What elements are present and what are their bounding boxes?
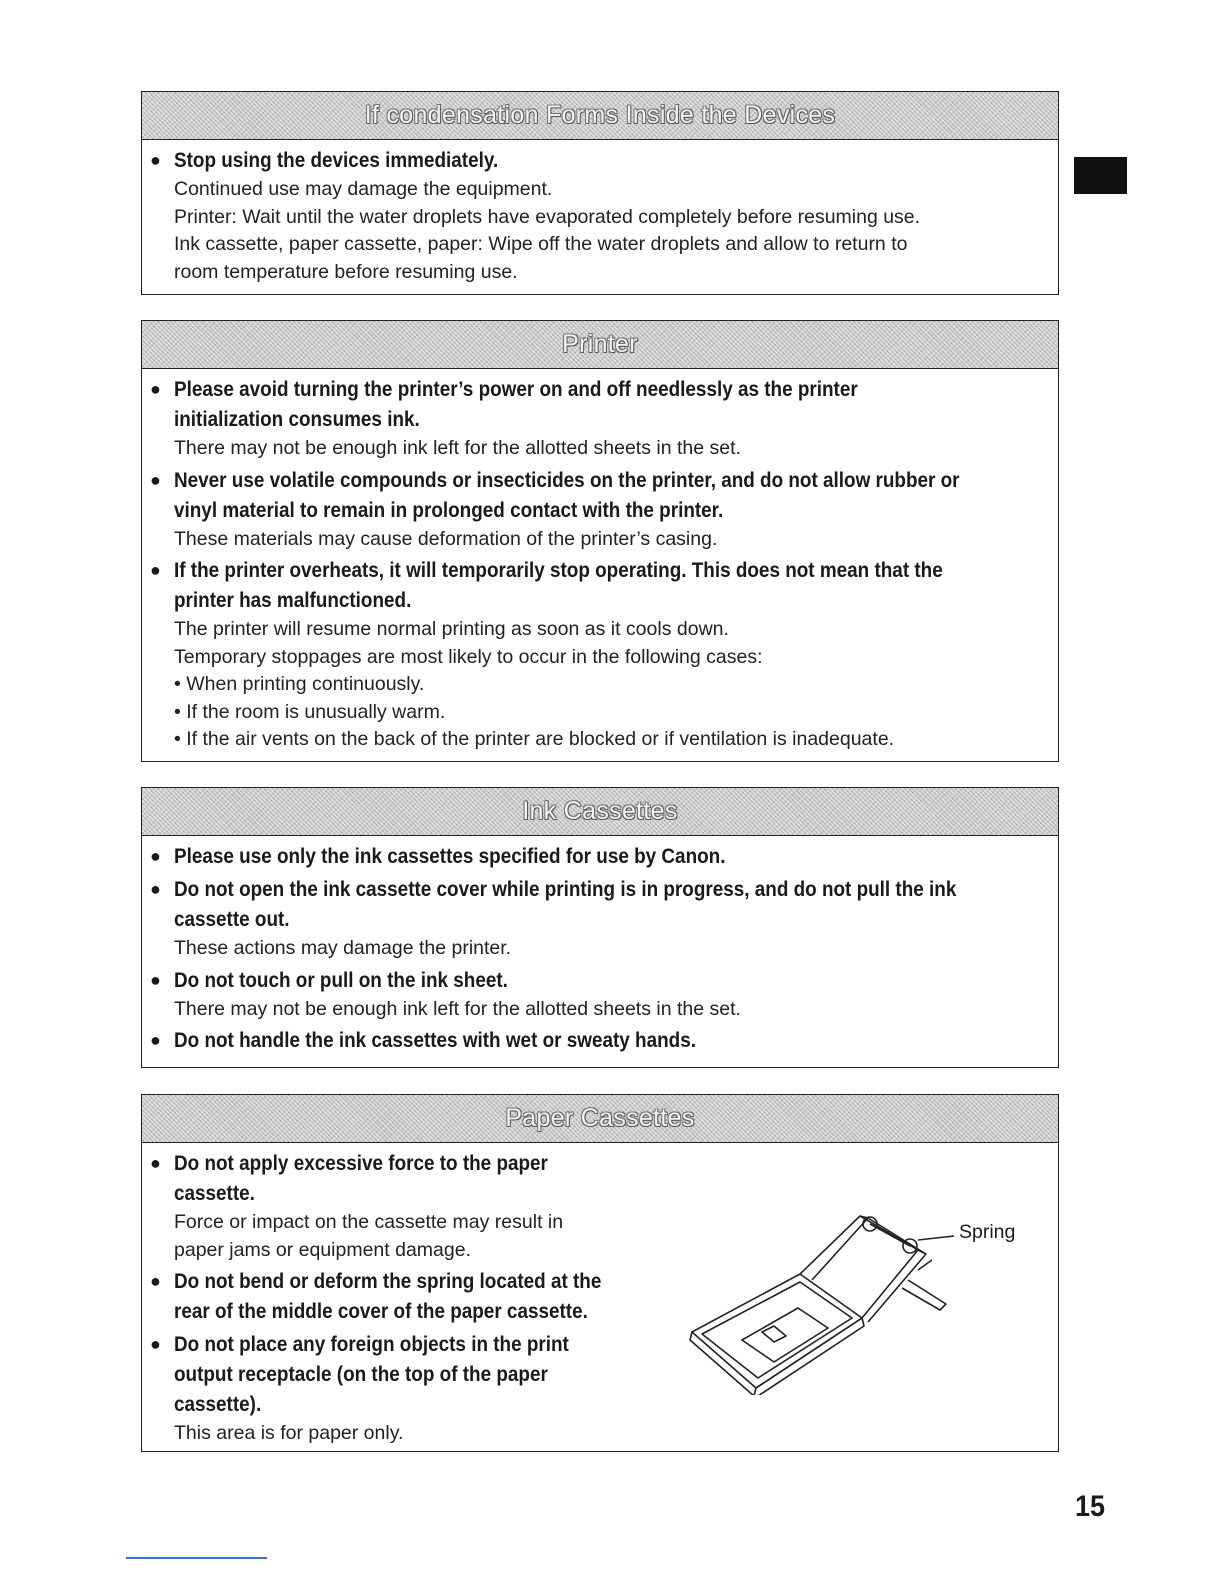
item-text: These materials may cause deformation of the printer’s casing. [174, 527, 718, 550]
bullet-icon: ● [150, 379, 161, 399]
footer-divider [126, 1557, 267, 1559]
item-text: Temporary stoppages are most likely to occur in the following cases: [174, 645, 763, 668]
sub-item: • If the room is unusually warm. [174, 700, 446, 723]
section-title: Paper Cassettes [505, 1104, 695, 1132]
item-text: Force or impact on the cassette may result in [174, 1211, 564, 1233]
tray-inner [702, 1282, 852, 1378]
item-text: Printer: Wait until the water droplets have evaporated completely before resuming use. [174, 205, 921, 228]
item-heading: printer has malfunctioned. [174, 589, 412, 612]
item-heading: Never use volatile compounds or insecticides on the printer, and do not allow rubber or [174, 468, 960, 492]
paper-cassette-illustration [682, 1200, 982, 1395]
spring-label: Spring [959, 1221, 1016, 1243]
item-heading: Do not apply excessive force to the paper [174, 1152, 548, 1175]
bullet-icon: ● [150, 150, 161, 170]
section-ink-cassettes [141, 787, 1059, 1068]
item-text: The printer will resume normal printing as soon as it cools down. [174, 618, 729, 640]
section-header [142, 92, 1058, 140]
item-text: Ink cassette, paper cassette, paper: Wipe off the water droplets and allow to return to [174, 233, 908, 255]
list-item [148, 466, 1044, 554]
item-heading: cassette out. [174, 908, 290, 931]
item-heading: Do not open the ink cassette cover while printing is in progress, and do not pull the ink [174, 878, 957, 901]
list-item [148, 875, 1044, 963]
item-text: There may not be enough ink left for the allotted sheets in the set. [174, 437, 741, 459]
tray-outline [692, 1274, 862, 1388]
section-title: Ink Cassettes [522, 797, 678, 825]
item-text: Continued use may damage the equipment. [174, 178, 553, 200]
bullet-icon: ● [150, 1334, 161, 1354]
list-item [148, 842, 1044, 872]
section-header [142, 1095, 1058, 1143]
chapter-tab-marker [1074, 157, 1127, 194]
sub-item: • If the air vents on the back of the printer are blocked or if ventilation is inadequate. [174, 728, 895, 750]
item-text: room temperature before resuming use. [174, 260, 518, 283]
page-number: 15 [1075, 1490, 1106, 1523]
list-item [148, 556, 1044, 754]
section-header [142, 788, 1058, 836]
item-heading: cassette). [174, 1393, 262, 1416]
item-heading: initialization consumes ink. [174, 408, 420, 431]
list-item [148, 146, 1044, 286]
item-heading: output receptacle (on the top of the paper [174, 1363, 548, 1386]
bullet-icon: ● [150, 1153, 161, 1173]
bullet-icon: ● [150, 969, 161, 990]
bullet-icon: ● [150, 879, 161, 899]
bullet-icon: ● [150, 846, 161, 866]
item-heading: Stop using the devices immediately. [174, 149, 499, 172]
cover-left-edge [800, 1216, 868, 1280]
item-heading: Do not touch or pull on the ink sheet. [174, 968, 508, 992]
section-title: Printer [562, 330, 638, 358]
item-heading: Do not bend or deform the spring located at the [174, 1270, 602, 1293]
item-heading: Please avoid turning the printer’s power on and off needlessly as the printer [174, 378, 858, 401]
section-title: If condensation Forms Inside the Devices [364, 101, 836, 129]
item-text: There may not be enough ink left for the allotted sheets in the set. [174, 997, 741, 1020]
item-heading: cassette. [174, 1182, 255, 1205]
sub-item: • When printing continuously. [174, 673, 425, 695]
section-header [142, 321, 1058, 369]
item-heading: vinyl material to remain in prolonged contact with the printer. [174, 498, 724, 522]
item-heading: rear of the middle cover of the paper cassette. [174, 1300, 588, 1323]
list-item [148, 375, 1044, 463]
section-printer [141, 320, 1059, 762]
item-text: paper jams or equipment damage. [174, 1238, 472, 1261]
list-item [148, 1149, 668, 1264]
item-heading: Do not place any foreign objects in the print [174, 1333, 569, 1356]
list-item [148, 1267, 668, 1327]
bullet-icon: ● [150, 1271, 161, 1291]
item-heading: Do not handle the ink cassettes with wet or sweaty hands. [174, 1029, 696, 1052]
list-item [148, 966, 1044, 1024]
item-text: These actions may damage the printer. [174, 937, 512, 959]
item-text: This area is for paper only. [174, 1422, 404, 1444]
bullet-icon: ● [150, 1030, 161, 1050]
bullet-icon: ● [150, 560, 161, 580]
list-item [148, 1330, 668, 1448]
section-condensation [141, 91, 1059, 295]
item-heading: If the printer overheats, it will temporarily stop operating. This does not mean that the [174, 559, 943, 582]
bullet-icon: ● [150, 469, 161, 490]
section-paper-cassettes [141, 1094, 1059, 1452]
item-heading: Please use only the ink cassettes specified for use by Canon. [174, 845, 726, 868]
list-item [148, 1026, 1044, 1056]
